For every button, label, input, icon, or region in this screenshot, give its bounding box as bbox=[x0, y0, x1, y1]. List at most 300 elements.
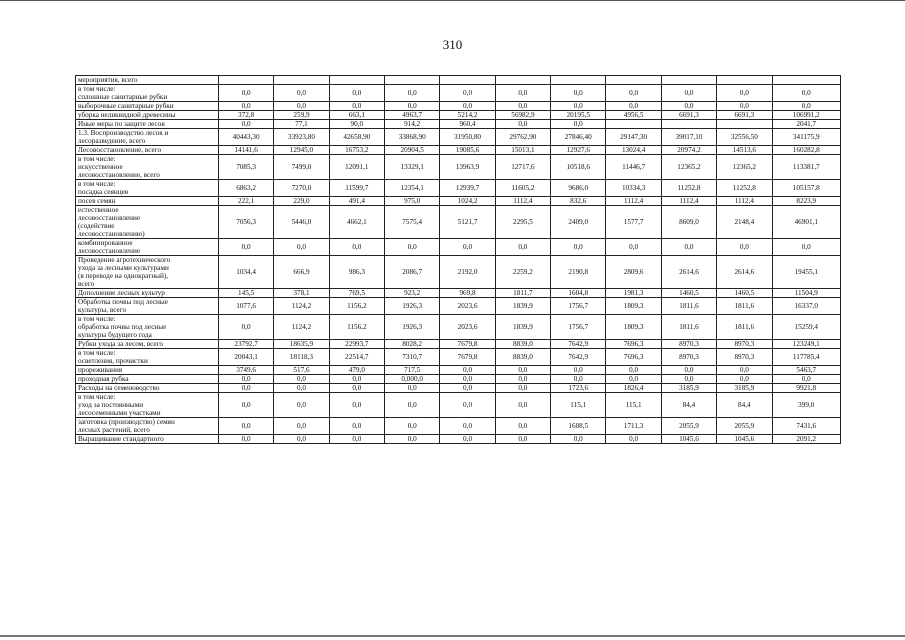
table-cell: 914,2 bbox=[385, 120, 440, 129]
table-cell: 56982,9 bbox=[495, 111, 550, 120]
table-cell: 42658,90 bbox=[329, 129, 384, 146]
table-cell bbox=[661, 120, 716, 129]
table-cell: 2259,2 bbox=[495, 256, 550, 289]
table-cell: 7431,6 bbox=[772, 418, 840, 435]
table-cell: 106991,2 bbox=[772, 111, 840, 120]
table-cell: 145,5 bbox=[218, 289, 273, 298]
table-cell: 0,0 bbox=[329, 375, 384, 384]
table-cell: 0,0 bbox=[385, 102, 440, 111]
table-cell: 0,0 bbox=[495, 85, 550, 102]
table-cell bbox=[440, 76, 495, 85]
table-cell: 0,0 bbox=[385, 384, 440, 393]
table-cell: 378,1 bbox=[274, 289, 329, 298]
table-cell bbox=[495, 76, 550, 85]
table-cell: 2409,0 bbox=[551, 206, 606, 239]
table-cell: 7310,7 bbox=[385, 349, 440, 366]
table-cell: 341175,9 bbox=[772, 129, 840, 146]
table-cell: 0,0 bbox=[218, 85, 273, 102]
table-cell: 0,0 bbox=[661, 239, 716, 256]
table-cell: 0,0 bbox=[218, 393, 273, 418]
table-cell: 0,0 bbox=[661, 102, 716, 111]
table-cell: 12927,6 bbox=[551, 146, 606, 155]
table-cell: 11605,2 bbox=[495, 180, 550, 197]
table-cell: 0,0 bbox=[440, 418, 495, 435]
table-cell: 0,0 bbox=[440, 393, 495, 418]
table-cell: 6691,3 bbox=[717, 111, 772, 120]
table-cell: 7499,0 bbox=[274, 155, 329, 180]
table-row bbox=[76, 418, 841, 435]
table-cell: 13024,4 bbox=[606, 146, 661, 155]
table-cell: 11446,7 bbox=[606, 155, 661, 180]
table-cell: 0,0 bbox=[274, 102, 329, 111]
table-cell: 33868,90 bbox=[385, 129, 440, 146]
table-cell: 0,0 bbox=[606, 375, 661, 384]
table-cell: 1460,5 bbox=[661, 289, 716, 298]
table-row bbox=[76, 289, 841, 298]
table-cell: 0,0 bbox=[551, 85, 606, 102]
row-label: комбинированное лесовосстановление bbox=[76, 239, 219, 256]
table-cell: 14141,6 bbox=[218, 146, 273, 155]
table-cell: 22993,7 bbox=[329, 340, 384, 349]
table-cell: 0,000,0 bbox=[385, 375, 440, 384]
table-cell: 0,0 bbox=[495, 366, 550, 375]
table-cell: 0,0 bbox=[274, 418, 329, 435]
row-label: Расходы на семеноводство bbox=[76, 384, 219, 393]
table-cell: 1711,3 bbox=[606, 418, 661, 435]
table-row bbox=[76, 146, 841, 155]
table-cell: 5463,7 bbox=[772, 366, 840, 375]
table-cell: 1077,6 bbox=[218, 298, 273, 315]
table-cell: 8839,0 bbox=[495, 340, 550, 349]
forestry-budget-table bbox=[75, 75, 841, 444]
table-cell: 46901,1 bbox=[772, 206, 840, 239]
table-cell: 1981,3 bbox=[606, 289, 661, 298]
table-cell: 0,0 bbox=[440, 85, 495, 102]
table-cell: 1577,7 bbox=[606, 206, 661, 239]
table-cell: 12091,1 bbox=[329, 155, 384, 180]
table-cell: 0,0 bbox=[606, 102, 661, 111]
table-cell: 0,0 bbox=[551, 366, 606, 375]
table-cell: 0,0 bbox=[218, 120, 273, 129]
table-cell: 0,0 bbox=[274, 384, 329, 393]
table-cell: 16337,0 bbox=[772, 298, 840, 315]
row-label: проходная рубка bbox=[76, 375, 219, 384]
table-cell: 0,0 bbox=[385, 239, 440, 256]
table-cell: 13329,1 bbox=[385, 155, 440, 180]
table-row bbox=[76, 111, 841, 120]
table-cell: 1460,5 bbox=[717, 289, 772, 298]
table-cell: 2809,6 bbox=[606, 256, 661, 289]
table-cell: 0,0 bbox=[218, 375, 273, 384]
table-cell: 0,0 bbox=[495, 418, 550, 435]
row-label: в том числе: уход за постоянными лесосеменными участками bbox=[76, 393, 219, 418]
table-cell: 2091,2 bbox=[772, 435, 840, 444]
table-cell: 1756,7 bbox=[551, 315, 606, 340]
table-cell: 2055,9 bbox=[661, 418, 716, 435]
table-cell: 2148,4 bbox=[717, 206, 772, 239]
table-cell: 0,0 bbox=[329, 102, 384, 111]
row-label: Иные меры по защите лесов bbox=[76, 120, 219, 129]
table-cell bbox=[329, 76, 384, 85]
table-cell: 2614,6 bbox=[717, 256, 772, 289]
table-cell: 16753,2 bbox=[329, 146, 384, 155]
table-cell: 7679,8 bbox=[440, 349, 495, 366]
table-cell: 0,0 bbox=[329, 239, 384, 256]
table-cell: 9921,8 bbox=[772, 384, 840, 393]
row-label: в том числе: посадка сеянцев bbox=[76, 180, 219, 197]
table-cell: 19085,6 bbox=[440, 146, 495, 155]
table-cell: 22514,7 bbox=[329, 349, 384, 366]
table-row bbox=[76, 315, 841, 340]
table-cell: 1811,7 bbox=[495, 289, 550, 298]
table-cell: 491,4 bbox=[329, 197, 384, 206]
table-row bbox=[76, 129, 841, 146]
table-cell: 8970,3 bbox=[717, 349, 772, 366]
table-cell bbox=[661, 76, 716, 85]
table-cell: 0,0 bbox=[329, 384, 384, 393]
table-cell: 0,0 bbox=[440, 366, 495, 375]
table-cell: 6691,3 bbox=[661, 111, 716, 120]
table-cell: 0,0 bbox=[385, 393, 440, 418]
row-label: естественное лесовосстановление (содействие лесовосстановлению) bbox=[76, 206, 219, 239]
table-cell: 0,0 bbox=[440, 435, 495, 444]
table-cell: 1809,3 bbox=[606, 315, 661, 340]
table-row bbox=[76, 375, 841, 384]
table-cell: 0,0 bbox=[606, 435, 661, 444]
table-row bbox=[76, 155, 841, 180]
table-cell: 3185,9 bbox=[717, 384, 772, 393]
table-cell: 7056,3 bbox=[218, 206, 273, 239]
table-cell: 0,0 bbox=[606, 239, 661, 256]
table-cell: 0,0 bbox=[551, 102, 606, 111]
table-cell: 0,0 bbox=[218, 102, 273, 111]
table-cell: 4956,5 bbox=[606, 111, 661, 120]
table-row bbox=[76, 206, 841, 239]
table-cell: 5446,0 bbox=[274, 206, 329, 239]
table-cell: 18118,3 bbox=[274, 349, 329, 366]
table-cell: 663,1 bbox=[329, 111, 384, 120]
table-row bbox=[76, 298, 841, 315]
table-cell: 12354,1 bbox=[385, 180, 440, 197]
table-cell: 2055,9 bbox=[717, 418, 772, 435]
row-label: выборочные санитарные рубки bbox=[76, 102, 219, 111]
table-cell: 8970,3 bbox=[661, 349, 716, 366]
table-cell: 12939,7 bbox=[440, 180, 495, 197]
table-cell: 666,9 bbox=[274, 256, 329, 289]
table-cell: 1112,4 bbox=[717, 197, 772, 206]
table-cell: 8609,0 bbox=[661, 206, 716, 239]
table-cell: 2614,6 bbox=[661, 256, 716, 289]
table-cell: 8970,3 bbox=[717, 340, 772, 349]
table-cell: 0,0 bbox=[218, 418, 273, 435]
table-cell: 15259,4 bbox=[772, 315, 840, 340]
row-label: мероприятия, всего bbox=[76, 76, 219, 85]
row-label: в том числе: обработка почвы под лесные культуры будущего года bbox=[76, 315, 219, 340]
table-cell: 0,0 bbox=[717, 102, 772, 111]
table-cell bbox=[717, 76, 772, 85]
table-cell: 0,0 bbox=[495, 239, 550, 256]
table-cell: 8970,3 bbox=[661, 340, 716, 349]
table-cell: 12365,2 bbox=[717, 155, 772, 180]
table-cell: 1156,2 bbox=[329, 315, 384, 340]
table-row bbox=[76, 435, 841, 444]
table-cell: 14513,6 bbox=[717, 146, 772, 155]
table-cell: 1608,5 bbox=[551, 418, 606, 435]
table-cell: 2041,7 bbox=[772, 120, 840, 129]
table-cell: 0,0 bbox=[495, 120, 550, 129]
table-cell: 0,0 bbox=[495, 384, 550, 393]
table-cell: 0,0 bbox=[661, 375, 716, 384]
table-cell: 1045,6 bbox=[661, 435, 716, 444]
table-cell: 40443,30 bbox=[218, 129, 273, 146]
table-cell: 5121,7 bbox=[440, 206, 495, 239]
table-cell: 0,0 bbox=[717, 375, 772, 384]
table-cell: 19455,1 bbox=[772, 256, 840, 289]
table-cell: 0,0 bbox=[218, 315, 273, 340]
table-cell: 0,0 bbox=[385, 435, 440, 444]
table-cell: 15013,1 bbox=[495, 146, 550, 155]
table-cell: 1112,4 bbox=[495, 197, 550, 206]
table-cell: 8839,0 bbox=[495, 349, 550, 366]
table-cell: 12717,6 bbox=[495, 155, 550, 180]
table-cell: 10518,6 bbox=[551, 155, 606, 180]
table-cell: 84,4 bbox=[717, 393, 772, 418]
table-cell: 160282,8 bbox=[772, 146, 840, 155]
table-cell: 0,0 bbox=[218, 239, 273, 256]
table-cell: 0,0 bbox=[218, 435, 273, 444]
table-cell: 1811,6 bbox=[717, 315, 772, 340]
table-cell: 0,0 bbox=[274, 435, 329, 444]
table-cell: 4662,1 bbox=[329, 206, 384, 239]
table-cell bbox=[385, 76, 440, 85]
table-cell: 1756,7 bbox=[551, 298, 606, 315]
row-label: в том числе: сплошные санитарные рубки bbox=[76, 85, 219, 102]
table-cell: 18635,9 bbox=[274, 340, 329, 349]
table-cell: 39017,10 bbox=[661, 129, 716, 146]
table-cell: 7085,3 bbox=[218, 155, 273, 180]
table-cell: 84,4 bbox=[661, 393, 716, 418]
table-cell bbox=[606, 120, 661, 129]
table-cell: 2086,7 bbox=[385, 256, 440, 289]
table-cell: 0,0 bbox=[329, 435, 384, 444]
table-cell: 20974,2 bbox=[661, 146, 716, 155]
table-cell: 2023,6 bbox=[440, 315, 495, 340]
table-cell: 123249,1 bbox=[772, 340, 840, 349]
table-row bbox=[76, 180, 841, 197]
row-label: Обработка почвы под лесные культуры, всего bbox=[76, 298, 219, 315]
table-cell: 1723,6 bbox=[551, 384, 606, 393]
table-cell: 7679,8 bbox=[440, 340, 495, 349]
table-cell: 1809,3 bbox=[606, 298, 661, 315]
table-cell: 0,0 bbox=[440, 375, 495, 384]
row-label: Выращивание стандартного bbox=[76, 435, 219, 444]
table-cell: 1034,4 bbox=[218, 256, 273, 289]
table-row bbox=[76, 340, 841, 349]
table-cell bbox=[218, 76, 273, 85]
table-cell: 0,0 bbox=[274, 393, 329, 418]
table-cell: 4963,7 bbox=[385, 111, 440, 120]
row-label: Проведение агротехнического ухода за лесными культурами (в переводе на однократный), всего bbox=[76, 256, 219, 289]
table-cell: 2190,8 bbox=[551, 256, 606, 289]
table-cell bbox=[551, 76, 606, 85]
table-row bbox=[76, 85, 841, 102]
table-cell: 1811,6 bbox=[661, 298, 716, 315]
table-cell: 1045,6 bbox=[717, 435, 772, 444]
top-border-line bbox=[0, 0, 905, 1]
row-label: заготовка (производство) семян лесных растений, всего bbox=[76, 418, 219, 435]
table-cell: 0,0 bbox=[661, 85, 716, 102]
table-cell: 399,0 bbox=[772, 393, 840, 418]
table-cell bbox=[717, 120, 772, 129]
table-cell bbox=[772, 76, 840, 85]
table-cell: 7696,3 bbox=[606, 340, 661, 349]
table-cell: 33923,80 bbox=[274, 129, 329, 146]
table-cell: 0,0 bbox=[218, 384, 273, 393]
table-cell: 0,0 bbox=[717, 85, 772, 102]
table-cell: 1156,2 bbox=[329, 298, 384, 315]
table-row bbox=[76, 384, 841, 393]
table-cell: 769,5 bbox=[329, 289, 384, 298]
table-cell: 975,0 bbox=[385, 197, 440, 206]
table-cell: 5214,2 bbox=[440, 111, 495, 120]
table-cell: 1112,4 bbox=[606, 197, 661, 206]
table-row bbox=[76, 393, 841, 418]
table-cell: 0,0 bbox=[495, 435, 550, 444]
row-label: в том числе: осветления, прочистки bbox=[76, 349, 219, 366]
table-cell: 986,3 bbox=[329, 256, 384, 289]
table-cell: 117785,4 bbox=[772, 349, 840, 366]
table-cell: 11252,8 bbox=[661, 180, 716, 197]
table-cell: 0,0 bbox=[440, 384, 495, 393]
table-cell bbox=[274, 76, 329, 85]
table-cell: 0,0 bbox=[606, 366, 661, 375]
table-cell: 0,0 bbox=[495, 102, 550, 111]
table-cell: 6863,2 bbox=[218, 180, 273, 197]
table-cell: 832,6 bbox=[551, 197, 606, 206]
table-cell: 1926,3 bbox=[385, 298, 440, 315]
row-label: прореживания bbox=[76, 366, 219, 375]
table-cell: 372,8 bbox=[218, 111, 273, 120]
table-cell: 2192,0 bbox=[440, 256, 495, 289]
table-cell: 32556,50 bbox=[717, 129, 772, 146]
table-cell: 1811,6 bbox=[717, 298, 772, 315]
table-cell: 27846,40 bbox=[551, 129, 606, 146]
table-cell: 1826,4 bbox=[606, 384, 661, 393]
table-cell: 717,5 bbox=[385, 366, 440, 375]
table-cell: 20195,5 bbox=[551, 111, 606, 120]
table-row bbox=[76, 256, 841, 289]
table-cell: 0,0 bbox=[551, 375, 606, 384]
table-cell: 2295,5 bbox=[495, 206, 550, 239]
table-cell: 479,0 bbox=[329, 366, 384, 375]
row-label: в том числе: искусственное лесовосстановление, всего bbox=[76, 155, 219, 180]
table-cell: 0,0 bbox=[385, 85, 440, 102]
table-cell: 105157,8 bbox=[772, 180, 840, 197]
table-cell: 0,0 bbox=[440, 102, 495, 111]
table-cell: 7696,3 bbox=[606, 349, 661, 366]
table-cell: 7642,9 bbox=[551, 349, 606, 366]
row-label: посев семян bbox=[76, 197, 219, 206]
table-cell: 969,8 bbox=[440, 289, 495, 298]
table-cell: 13963,9 bbox=[440, 155, 495, 180]
table-body bbox=[76, 76, 841, 444]
table-cell: 259,9 bbox=[274, 111, 329, 120]
table-cell: 2023,6 bbox=[440, 298, 495, 315]
table-cell: 3185,9 bbox=[661, 384, 716, 393]
table-cell: 229,0 bbox=[274, 197, 329, 206]
table-row bbox=[76, 366, 841, 375]
table-cell: 960,4 bbox=[440, 120, 495, 129]
table-cell: 0,0 bbox=[495, 375, 550, 384]
table-cell: 0,0 bbox=[606, 85, 661, 102]
table-cell: 1839,9 bbox=[495, 315, 550, 340]
table-cell: 3749,6 bbox=[218, 366, 273, 375]
table-cell bbox=[606, 76, 661, 85]
table-cell: 1124,2 bbox=[274, 298, 329, 315]
table-cell: 0,0 bbox=[772, 102, 840, 111]
table-cell: 0,0 bbox=[551, 239, 606, 256]
table-cell: 29147,30 bbox=[606, 129, 661, 146]
table-cell: 7575,4 bbox=[385, 206, 440, 239]
row-label: Дополнение лесных культур bbox=[76, 289, 219, 298]
table-row bbox=[76, 76, 841, 85]
table-cell: 90,0 bbox=[329, 120, 384, 129]
table-cell: 0,0 bbox=[329, 393, 384, 418]
page-number: 310 bbox=[442, 37, 463, 52]
table-cell: 0,0 bbox=[385, 418, 440, 435]
row-label: 1.3. Воспроизводство лесов и лесоразведение, всего bbox=[76, 129, 219, 146]
table-cell: 0,0 bbox=[717, 239, 772, 256]
row-label: Лесовосстановление, всего bbox=[76, 146, 219, 155]
table-cell: 517,6 bbox=[274, 366, 329, 375]
table-cell: 1604,8 bbox=[551, 289, 606, 298]
row-label: Рубки ухода за лесом, всего bbox=[76, 340, 219, 349]
table-cell: 1124,2 bbox=[274, 315, 329, 340]
table-row bbox=[76, 120, 841, 129]
table-cell: 222,1 bbox=[218, 197, 273, 206]
table-cell: 23792,7 bbox=[218, 340, 273, 349]
table-cell: 1811,6 bbox=[661, 315, 716, 340]
table-cell: 113381,7 bbox=[772, 155, 840, 180]
table-cell: 11252,8 bbox=[717, 180, 772, 197]
table-cell: 0,0 bbox=[274, 239, 329, 256]
table-cell: 923,2 bbox=[385, 289, 440, 298]
table-cell: 0,0 bbox=[551, 435, 606, 444]
table-cell: 0,0 bbox=[772, 375, 840, 384]
table-cell: 0,0 bbox=[329, 85, 384, 102]
table-cell: 115,1 bbox=[551, 393, 606, 418]
table-cell: 0,0 bbox=[551, 120, 606, 129]
table-cell: 11599,7 bbox=[329, 180, 384, 197]
table-cell: 9686,0 bbox=[551, 180, 606, 197]
table-cell: 20904,5 bbox=[385, 146, 440, 155]
table-cell: 12945,0 bbox=[274, 146, 329, 155]
table-cell: 11504,9 bbox=[772, 289, 840, 298]
table-cell: 29762,90 bbox=[495, 129, 550, 146]
bottom-border-line bbox=[0, 635, 905, 637]
table-row bbox=[76, 349, 841, 366]
table-cell: 8028,2 bbox=[385, 340, 440, 349]
table-cell: 0,0 bbox=[772, 85, 840, 102]
table-cell: 0,0 bbox=[661, 366, 716, 375]
table-cell: 0,0 bbox=[274, 375, 329, 384]
table-cell: 0,0 bbox=[274, 85, 329, 102]
table-row bbox=[76, 239, 841, 256]
table-cell: 12365,2 bbox=[661, 155, 716, 180]
table-cell: 0,0 bbox=[440, 239, 495, 256]
table-cell: 0,0 bbox=[717, 366, 772, 375]
table-cell: 115,1 bbox=[606, 393, 661, 418]
